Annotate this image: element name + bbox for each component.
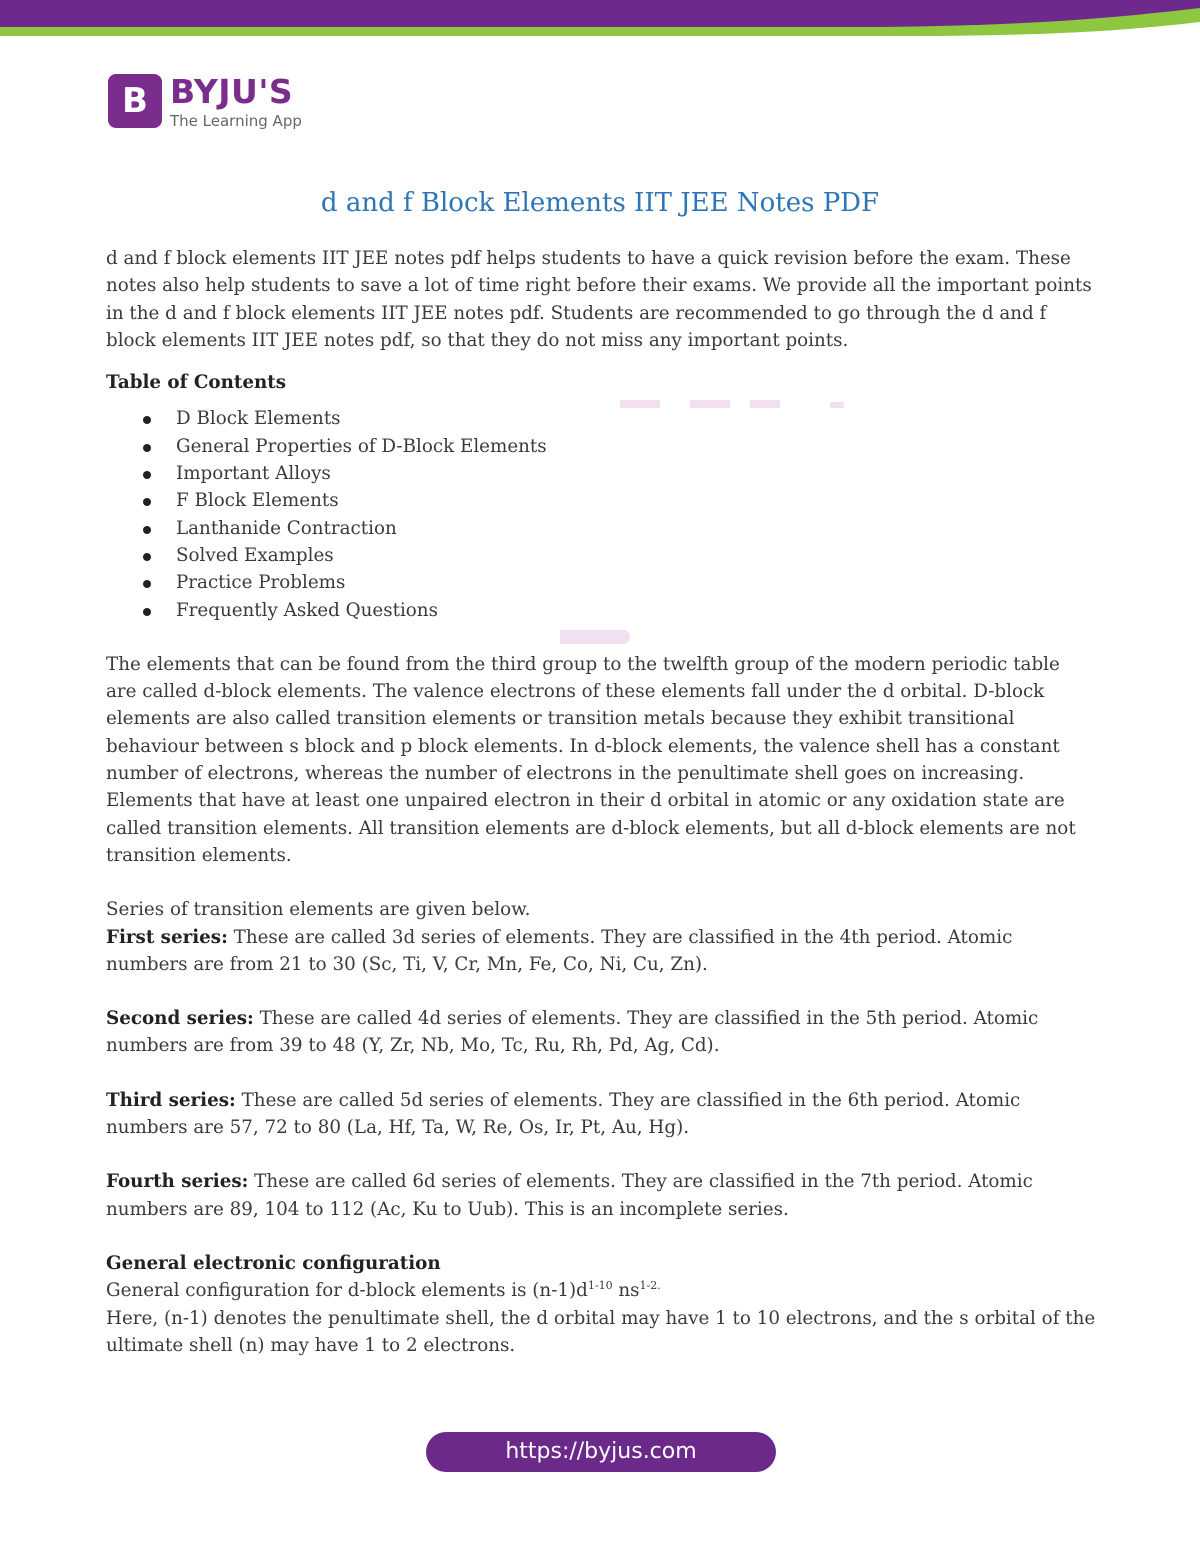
bullet-icon (143, 471, 151, 479)
logo-brand-name: BYJU'S (170, 72, 294, 111)
config-formula (106, 1277, 1096, 1304)
series-third (106, 1087, 1096, 1142)
series-text: These are called 4d series of elements. They are classified in the 5th period. Atomic numbers are from 39 to 48 (Y, Zr, Nb, Mo, Tc, Ru, Rh, Pd, Ag, Cd). (106, 1008, 1039, 1057)
series-text: These are called 3d series of elements. They are classified in the 4th period. Atomic numbers are from 21 to 30 (Sc, Ti, V, Cr, Mn, Fe, Co, Ni, Cu, Zn). (106, 926, 1013, 975)
series-label: Fourth series: (106, 1171, 249, 1193)
document-body (106, 245, 1096, 1359)
series-text: These are called 6d series of elements. They are classified in the 7th period. Atomic numbers are 89, 104 to 112 (Ac, Ku to Uub). This is an incomplete series. (106, 1171, 1033, 1220)
config-sup-d: 1-10 (587, 1279, 613, 1293)
toc-item-label: Frequently Asked Questions (176, 599, 438, 621)
config-formula-prefix: General configuration for d-block elements is (n-1)d (106, 1280, 588, 1302)
series-second (106, 1005, 1096, 1060)
bullet-icon (143, 444, 151, 452)
toc-item-label: Important Alloys (176, 463, 331, 485)
byjus-logo (108, 72, 318, 132)
footer-url-link[interactable]: https://byjus.com (426, 1432, 776, 1472)
bullet-icon (143, 416, 151, 424)
toc-item[interactable] (106, 460, 1096, 487)
toc-heading: Table of Contents (106, 372, 286, 394)
toc-item[interactable] (106, 487, 1096, 514)
intro-paragraph: d and f block elements IIT JEE notes pdf helps students to have a quick revision before the exam. These notes also help students to save a lot of time right before their exams. We provide all the important points in the d and f block elements IIT JEE notes pdf. Students are recommended to go through the d and f block elements IIT JEE notes pdf, so that they do not miss any important points. (106, 248, 1092, 351)
toc-item-label: Lanthanide Contraction (176, 517, 397, 539)
logo-tagline: The Learning App (170, 112, 302, 130)
config-heading-text: General electronic configuration (106, 1252, 441, 1274)
series-fourth (106, 1168, 1096, 1223)
toc-item[interactable] (106, 542, 1096, 569)
toc-item[interactable] (106, 569, 1096, 596)
series-text: These are called 5d series of elements. They are classified in the 6th period. Atomic numbers are 57, 72 to 80 (La, Hf, Ta, W, Re, Os, Ir, Pt, Au, Hg). (106, 1089, 1021, 1139)
logo-mark-letter: B (122, 81, 148, 121)
config-formula-middle: ns (612, 1280, 640, 1302)
byjus-logo-mark (108, 74, 162, 128)
config-sup-s: 1-2. (639, 1279, 661, 1293)
series-label: Third series: (106, 1089, 236, 1111)
config-heading (106, 1250, 1096, 1277)
toc-item-label: D Block Elements (176, 408, 341, 430)
series-label: Second series: (106, 1008, 254, 1030)
toc-item-label: F Block Elements (176, 490, 339, 512)
series-first (106, 924, 1096, 979)
toc-item[interactable] (106, 597, 1096, 624)
bullet-icon (143, 553, 151, 561)
series-intro: Series of transition elements are given below. (106, 899, 531, 921)
d-block-paragraph: The elements that can be found from the third group to the twelfth group of the modern periodic table are called d-block elements. The valence electrons of these elements fall under the d orbital. D-block elements are also called transition elements or transition metals because they exhibit transitional behaviour between s block and p block elements. In d-block elements, the valence shell has a constant number of electrons, whereas the number of electrons in the penultimate shell goes on increasing. Elements that have at least one unpaired electron in their d orbital in atomic or any oxidation state are called transition elements. All transition elements are d-block elements, but all d-block elements are not transition elements. (106, 653, 1076, 866)
config-explanation: Here, (n-1) denotes the penultimate shell, the d orbital may have 1 to 10 electrons, and the s orbital of the ultimate shell (n) may have 1 to 2 electrons. (106, 1307, 1096, 1356)
toc-item-label: Practice Problems (176, 572, 346, 594)
bullet-icon (143, 498, 151, 506)
bullet-icon (143, 580, 151, 588)
toc-item-label: General Properties of D-Block Elements (176, 435, 547, 457)
toc-item[interactable] (106, 405, 1096, 432)
document-title: d and f Block Elements IIT JEE Notes PDF (320, 188, 880, 218)
top-decorative-band (0, 0, 1200, 44)
toc-item-label: Solved Examples (176, 544, 334, 566)
series-label: First series: (106, 926, 228, 948)
table-of-contents (106, 405, 1096, 623)
bullet-icon (143, 608, 151, 616)
toc-item[interactable] (106, 515, 1096, 542)
bullet-icon (143, 526, 151, 534)
toc-item[interactable] (106, 433, 1096, 460)
